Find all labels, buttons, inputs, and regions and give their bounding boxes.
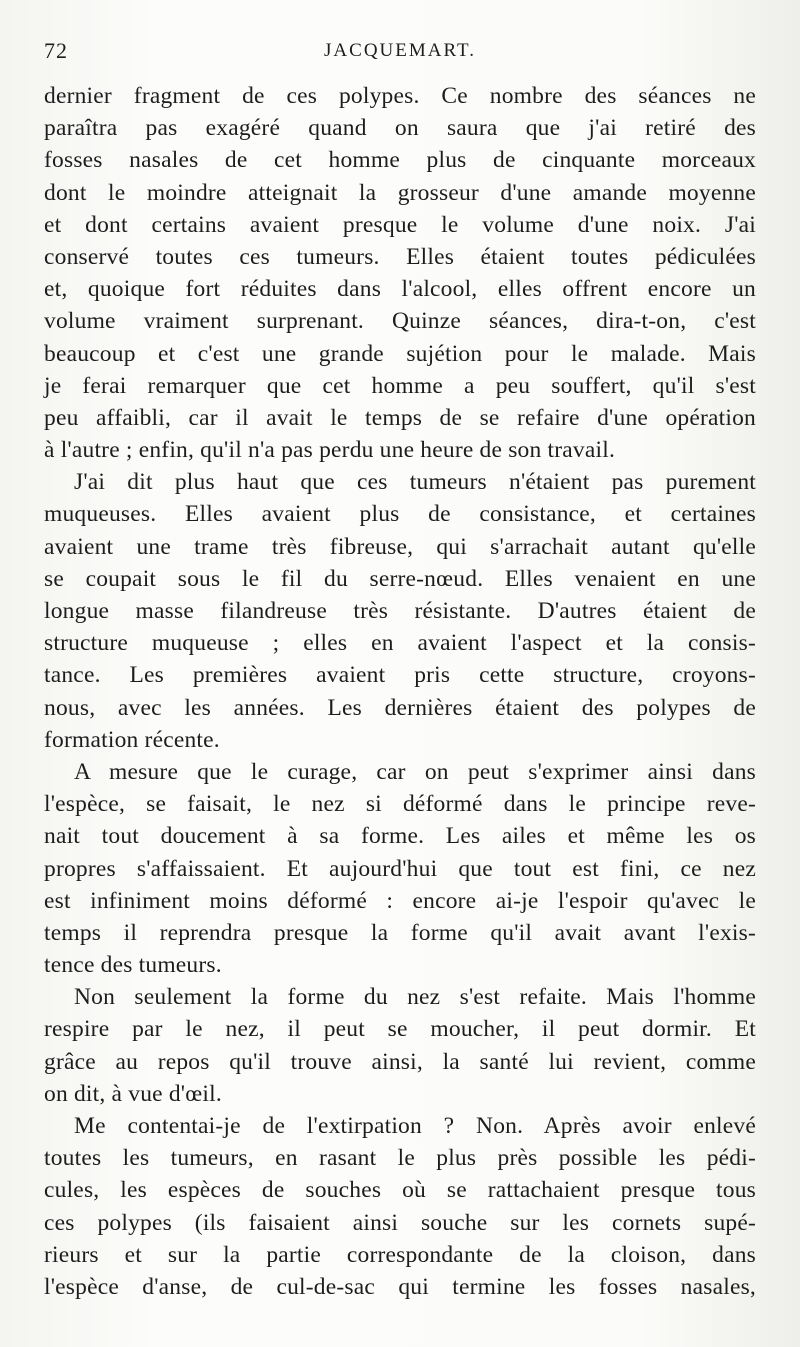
text-line: je ferai remarquer que cet homme a peu souffert, qu'il s'est xyxy=(44,372,756,399)
text-line: J'ai dit plus haut que ces tumeurs n'étaient pas purement xyxy=(74,469,756,496)
text-line: muqueuses. Elles avaient plus de consistance, et certaines xyxy=(44,501,756,528)
text-line: tence des tumeurs. xyxy=(44,952,222,979)
paragraph xyxy=(44,1110,756,1303)
text-line: tance. Les premières avaient pris cette structure, croyons- xyxy=(44,662,756,689)
text-line: toutes les tumeurs, en rasant le plus près possible les pédi- xyxy=(44,1145,756,1172)
text-line: Non seulement la forme du nez s'est refaite. Mais l'homme xyxy=(74,984,756,1011)
text-line: et dont certains avaient presque le volume d'une noix. J'ai xyxy=(44,211,756,238)
text-line: A mesure que le curage, car on peut s'exprimer ainsi dans xyxy=(74,758,756,785)
text-line: est infiniment moins déformé : encore ai-je l'espoir qu'avec le xyxy=(44,887,756,914)
paragraph xyxy=(44,80,756,466)
paragraph xyxy=(44,981,756,1110)
text-line: dont le moindre atteignait la grosseur d'une amande moyenne xyxy=(44,179,756,206)
text-line: avaient une trame très fibreuse, qui s'arrachait autant qu'elle xyxy=(44,533,756,560)
text-line: temps il reprendra presque la forme qu'il avait avant l'exis- xyxy=(44,919,756,946)
page-number: 72 xyxy=(44,38,68,63)
text-line: respire par le nez, il peut se moucher, il peut dormir. Et xyxy=(44,1016,756,1043)
text-line: conservé toutes ces tumeurs. Elles étaient toutes pédiculées xyxy=(44,243,756,270)
text-line: peu affaibli, car il avait le temps de se refaire d'une opération xyxy=(44,404,756,431)
text-line: longue masse filandreuse très résistante. D'autres étaient de xyxy=(44,598,756,624)
text-line: nait tout doucement à sa forme. Les ailes et même les os xyxy=(44,823,756,850)
text-line: volume vraiment surprenant. Quinze séances, dira-t-on, c'est xyxy=(44,308,756,335)
paragraph xyxy=(44,466,756,756)
text-line: l'espèce, se faisait, le nez si déformé dans le principe reve- xyxy=(44,791,756,818)
text-line: formation récente. xyxy=(44,726,220,753)
body-text xyxy=(44,80,756,1303)
text-line: beaucoup et c'est une grande sujétion pour le malade. Mais xyxy=(44,340,756,367)
text-line: grâce au repos qu'il trouve ainsi, la santé lui revient, comme xyxy=(44,1048,756,1075)
text-line: Me contentai-je de l'extirpation ? Non. Après avoir enlevé xyxy=(74,1113,756,1139)
text-line: fosses nasales de cet homme plus de cinquante morceaux xyxy=(44,147,756,174)
text-line: cules, les espèces de souches où se rattachaient presque tous xyxy=(44,1177,756,1204)
paragraph xyxy=(44,756,756,981)
text-line: paraîtra pas exagéré quand on saura que j'ai retiré des xyxy=(44,115,756,142)
text-line: nous, avec les années. Les dernières étaient des polypes de xyxy=(44,694,756,721)
text-line: l'espèce d'anse, de cul-de-sac qui termine les fosses nasales, xyxy=(44,1273,756,1300)
running-head: JACQUEMART. xyxy=(324,40,476,61)
text-line: propres s'affaissaient. Et aujourd'hui que tout est fini, ce nez xyxy=(44,855,756,882)
text-line: à l'autre ; enfin, qu'il n'a pas perdu une heure de son travail. xyxy=(44,437,616,464)
text-line: se coupait sous le fil du serre-nœud. Elles venaient en une xyxy=(44,565,756,592)
page-header xyxy=(44,38,756,68)
text-line: ces polypes (ils faisaient ainsi souche sur les cornets supé- xyxy=(44,1209,756,1236)
text-line: dernier fragment de ces polypes. Ce nombre des séances ne xyxy=(44,83,756,109)
text-line: et, quoique fort réduites dans l'alcool, elles offrent encore un xyxy=(44,276,756,303)
text-line: on dit, à vue d'œil. xyxy=(44,1080,222,1107)
text-line: rieurs et sur la partie correspondante de la cloison, dans xyxy=(44,1241,756,1268)
text-line: structure muqueuse ; elles en avaient l'aspect et la consis- xyxy=(44,630,756,657)
